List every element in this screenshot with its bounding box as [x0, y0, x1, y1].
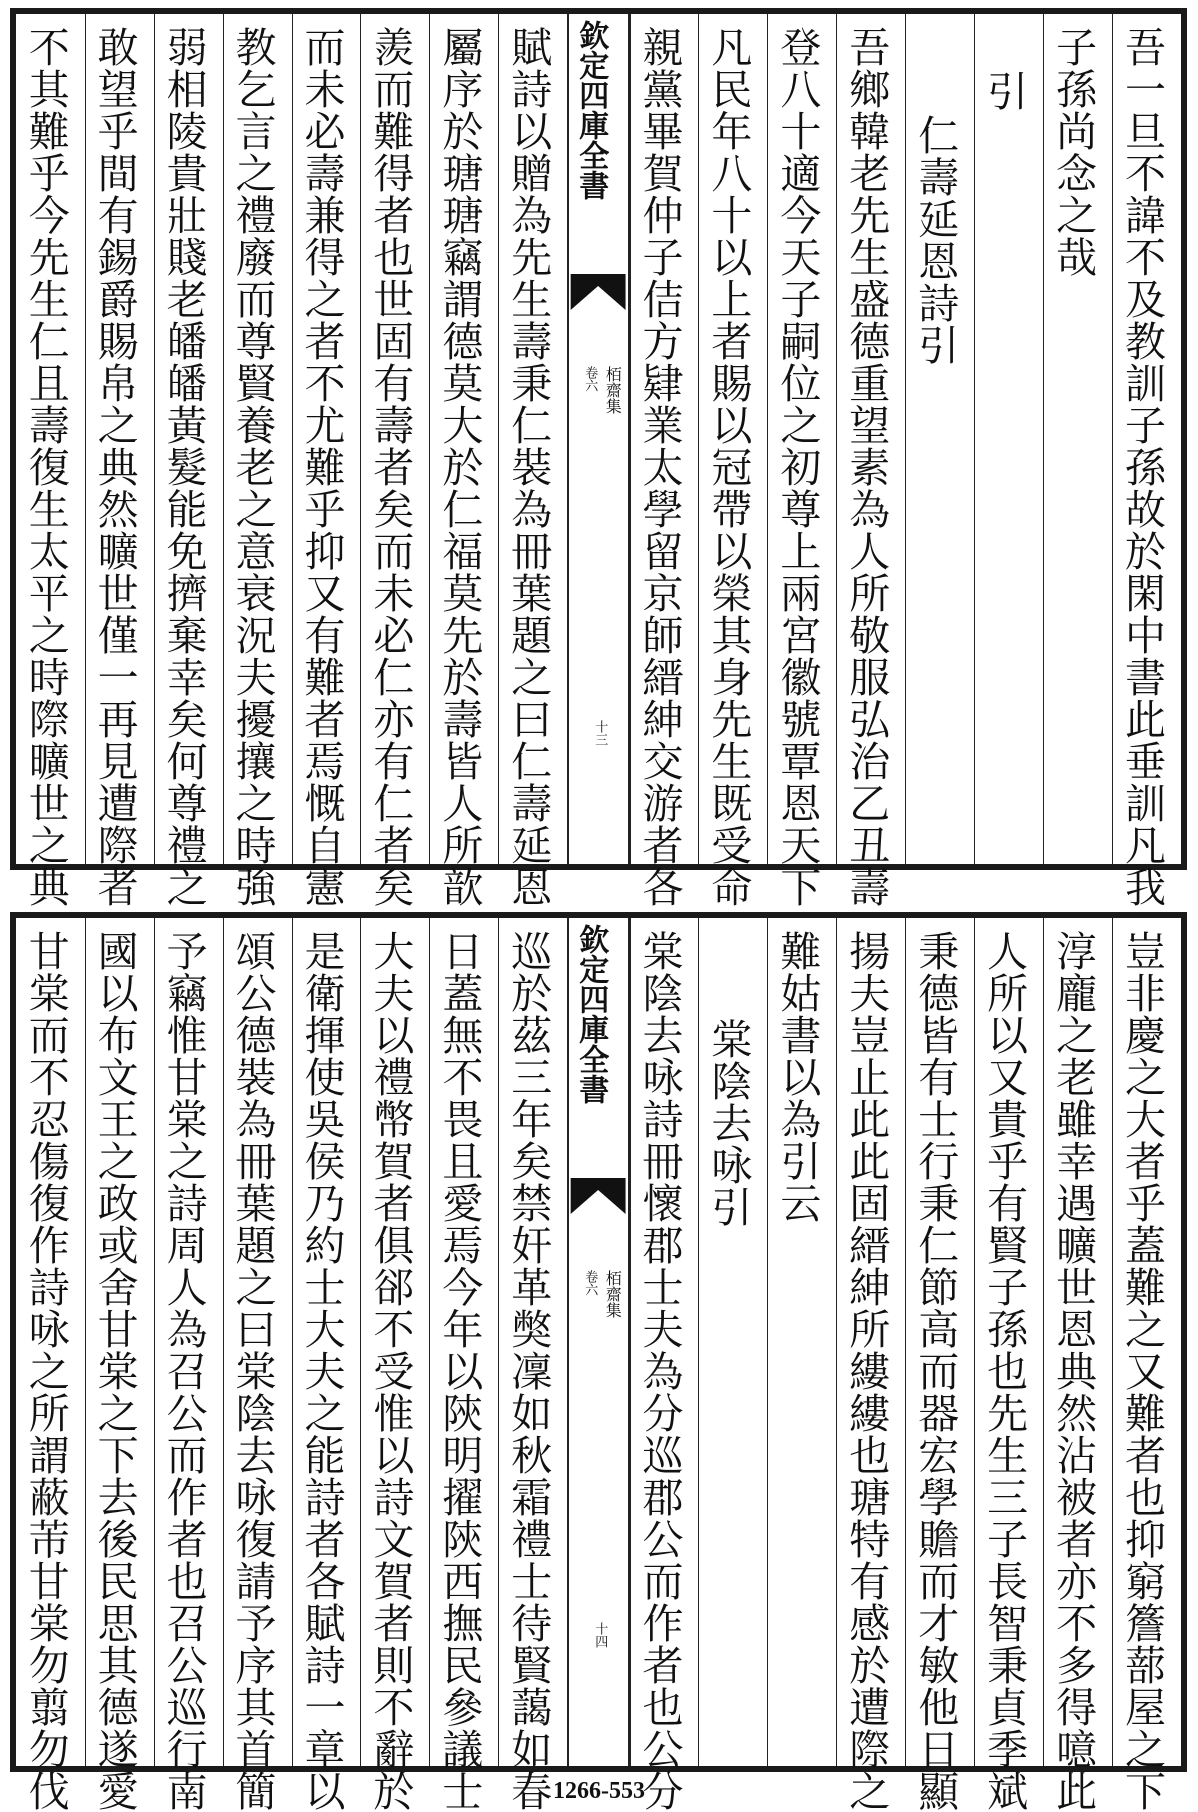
text-column	[1112, 14, 1181, 908]
column-text: 日蓋無不畏且愛焉今年以陝明擢陝西撫民參議士	[435, 930, 484, 1812]
text-column	[767, 14, 836, 908]
band-collection-name: 栢齋集	[603, 366, 623, 414]
text-column	[360, 918, 429, 1812]
band-juan-number: 卷六	[582, 366, 598, 392]
column-text: 吾鄉韓老先生盛德重望素為人所敬服弘治乙丑壽	[842, 26, 891, 908]
band-collection-name: 栢齋集	[603, 1270, 623, 1318]
text-column	[905, 14, 974, 864]
fish-tail-mark	[569, 1176, 627, 1216]
column-text: 棠陰去咏詩冊懷郡士夫為分巡郡公而作者也公分	[635, 930, 684, 1812]
column-text: 敢望乎間有錫爵賜帛之典然曠世僅一再見遭際者	[90, 26, 139, 908]
column-text: 難姑書以為引云	[773, 930, 822, 1224]
text-column	[223, 918, 292, 1812]
text-column	[498, 918, 567, 1812]
text-column	[16, 14, 85, 908]
column-text: 而未必壽兼得之者不尤難乎抑又有難者焉慨自憲	[297, 26, 346, 908]
column-text: 頌公德裝為冊葉題之曰棠陰去咏復請予序其首簡	[228, 930, 277, 1812]
band-juan-number: 卷六	[582, 1270, 598, 1296]
column-text: 巡於茲三年矣禁奸革獘凜如秋霜禮士待賢藹如春	[504, 930, 553, 1812]
center-band	[567, 14, 629, 864]
text-column	[292, 918, 361, 1812]
column-text: 凡民年八十以上者賜以冠帶以榮其身先生既受命	[704, 26, 753, 908]
text-column	[154, 918, 223, 1812]
column-text: 引	[980, 70, 1029, 112]
column-text: 親黨畢賀仲子佶方肄業太學留京師縉紳交游者各	[635, 26, 684, 908]
text-column	[360, 14, 429, 908]
column-text: 秉德皆有士行秉仁節高而器宏學贍而才敏他日顯	[911, 930, 960, 1812]
text-column	[1043, 14, 1112, 864]
band-title: 欽定四庫全書	[573, 924, 609, 1104]
column-text: 登八十適今天子嗣位之初尊上兩宮徽號覃恩天下	[773, 26, 822, 908]
column-text: 羨而難得者也世固有壽者矣而未必仁亦有仁者矣	[366, 26, 415, 908]
column-text: 淳龐之老雖幸遇曠世恩典然沾被者亦不多得噫此	[1049, 930, 1098, 1812]
text-column	[630, 14, 699, 908]
column-text: 屬序於瑭瑭竊謂德莫大於仁福莫先於壽皆人所歆	[435, 26, 484, 908]
band-page-number: 十三	[592, 720, 608, 746]
column-text: 大夫以禮幣賀者俱郤不受惟以詩文賀者則不辭於	[366, 930, 415, 1812]
text-column	[974, 918, 1043, 1812]
band-page-number: 十四	[592, 1622, 608, 1648]
column-text: 予竊惟甘棠之詩周人為召公而作者也召公巡行南	[159, 930, 208, 1812]
column-text: 人所以又貴乎有賢子孫也先生三子長智秉貞季斌	[980, 930, 1029, 1812]
top-page-columns	[16, 14, 1181, 908]
column-text: 國以布文王之政或舍甘棠之下去後民思其德遂愛	[90, 930, 139, 1812]
band-title: 欽定四庫全書	[573, 20, 609, 200]
column-text: 豈非慶之大者乎蓋難之又難者也抑窮簷蔀屋之下	[1118, 930, 1166, 1812]
text-column	[498, 14, 567, 908]
text-column	[292, 14, 361, 908]
text-column	[154, 14, 223, 908]
text-column	[767, 918, 836, 1766]
text-column	[429, 14, 498, 908]
text-column	[630, 918, 699, 1812]
text-column	[223, 14, 292, 908]
column-text: 賦詩以贈為先生壽秉仁裝為冊葉題之曰仁壽延恩	[504, 26, 553, 908]
column-text: 吾一旦不諱不及教訓子孫故於閑中書此垂訓凡我	[1118, 26, 1166, 908]
text-column	[429, 918, 498, 1812]
text-column	[85, 918, 154, 1812]
text-column	[974, 14, 1043, 864]
text-column	[1043, 918, 1112, 1812]
column-text: 棠陰去咏引	[704, 1018, 753, 1228]
column-text: 不其難乎今先生仁且壽復生太平之時際曠世之典	[21, 26, 70, 908]
text-column	[836, 14, 905, 908]
text-column	[836, 918, 905, 1812]
footer-page-number: 1266-553	[553, 1778, 645, 1804]
text-column	[16, 918, 85, 1812]
text-column	[698, 14, 767, 908]
text-column	[1112, 918, 1181, 1812]
column-text: 揚夫豈止此此固縉紳所縷縷也瑭特有感於遭際之	[842, 930, 891, 1812]
column-text: 仁壽延恩詩引	[911, 114, 960, 366]
text-column	[905, 918, 974, 1812]
column-text: 甘棠而不忍傷復作詩咏之所謂蔽芾甘棠勿翦勿伐	[21, 930, 70, 1812]
center-band	[567, 918, 629, 1766]
text-column	[85, 14, 154, 908]
column-text: 是衛揮使吳侯乃約士大夫之能詩者各賦詩一章以	[297, 930, 346, 1812]
column-text: 子孫尚念之哉	[1049, 26, 1098, 278]
column-text: 弱相陵貴壯賤老皤皤黃髮能免擠棄幸矣何尊禮之	[159, 26, 208, 908]
top-page	[10, 8, 1187, 908]
text-column	[698, 918, 767, 1766]
column-text: 教乞言之禮廢而尊賢養老之意衰況夫擾攘之時強	[228, 26, 277, 908]
fish-tail-mark	[569, 272, 627, 312]
